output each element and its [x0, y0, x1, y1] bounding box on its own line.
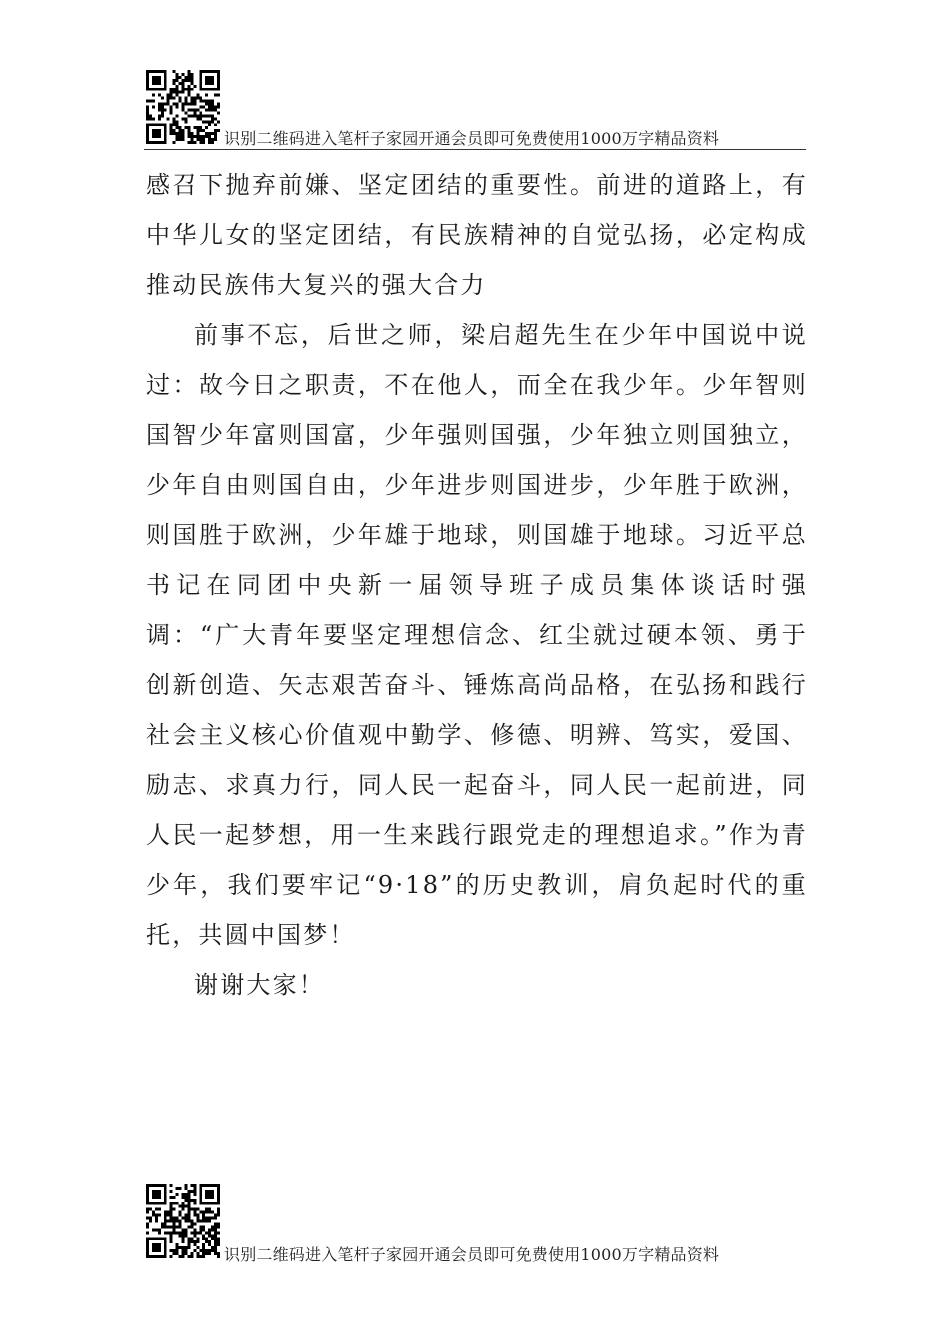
paragraph-continuation: 感召下抛弃前嫌、坚定团结的重要性。前进的道路上，有中华儿女的坚定团结，有民族精神的自觉弘扬，必定构成推动民族伟大复兴的强大合力	[146, 171, 808, 299]
header-divider	[144, 149, 806, 150]
paragraph-main: 前事不忘，后世之师，梁启超先生在少年中国说中说过：故今日之职责，不在他人，而全在我少年。少年智则国智少年富则国富，少年强则国强，少年独立则国独立，少年自由则国自由，少年进步则国进步，少年胜于欧洲，则国胜于欧洲，少年雄于地球，则国雄于地球。习近平总书记在同团中央新一届领导班子成员集体谈话时强调：“广大青年要坚定理想信念、红尘就过硬本领、勇于创新创造、矢志艰苦奋斗、锤炼高尚品格，在弘扬和践行社会主义核心价值观中勤学、修德、明辨、笃实，爱国、励志、求真力行，同人民一起奋斗，同人民一起前进，同人民一起梦想，用一生来践行跟党走的理想追求。”作为青少年，我们要牢记“9·18”的历史教训，肩负起时代的重托，共圆中国梦！	[146, 321, 808, 949]
paragraph-closing: 谢谢大家！	[194, 971, 325, 999]
qr-code-icon[interactable]	[146, 1184, 220, 1258]
footer-banner-text: 识别二维码进入笔杆子家园开通会员即可免费使用1000万字精品资料	[224, 1245, 720, 1264]
qr-code-icon[interactable]	[146, 70, 220, 144]
document-body	[146, 160, 808, 1010]
header-banner-text: 识别二维码进入笔杆子家园开通会员即可免费使用1000万字精品资料	[224, 129, 720, 148]
